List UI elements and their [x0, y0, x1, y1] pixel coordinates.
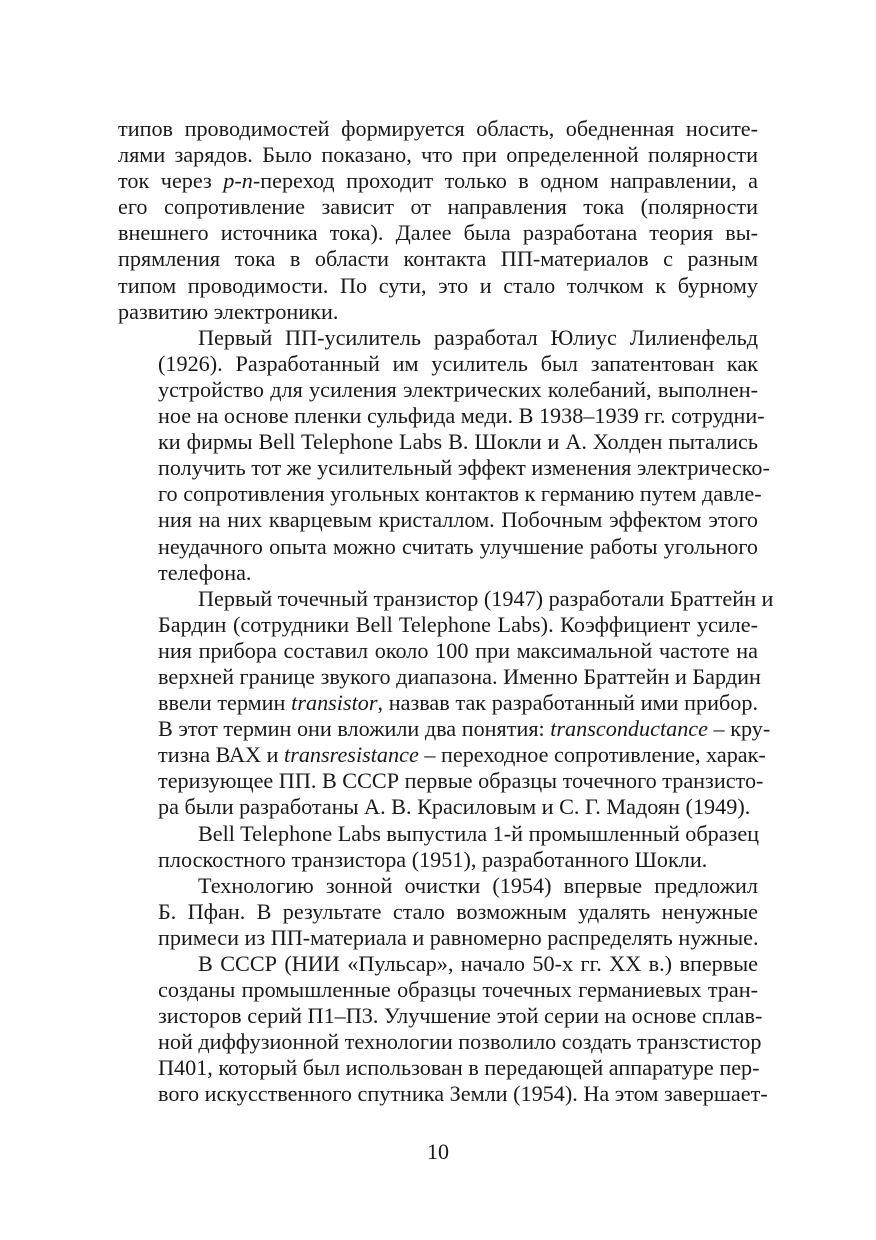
page-body — [118, 116, 774, 1108]
page-number: 10 — [427, 1139, 449, 1164]
paragraph — [118, 873, 758, 951]
text-line: Первый ПП-усилитель разработал Юлиус Лилиенфельд — [198, 324, 758, 350]
text-line: ния на них кварцевым кристаллом. Побочным эффектом этого — [158, 507, 758, 533]
text-line: неудачного опыта можно считать улучшение работы угольного — [158, 533, 758, 559]
text-line: развитию электроники. — [118, 298, 339, 324]
text-line: го сопротивления угольных контактов к германию путем давле- — [158, 481, 762, 507]
text-line: (1926). Разработанный им усилитель был запатентован как — [158, 350, 758, 376]
text-line: тизна ВАХ и transresistance – переходное сопротивление, харак- — [158, 742, 766, 768]
text-line: теризующее ПП. В СССР первые образцы точечного транзисто- — [158, 768, 764, 794]
text-line: вого искусственного спутника Земли (1954). На этом завершает- — [158, 1081, 768, 1107]
text-line: типов проводимостей формируется область, обедненная носите- — [118, 116, 758, 141]
text-line: телефона. — [158, 559, 252, 585]
text-line: В этот термин они вложили два понятия: transconductance – кру- — [158, 716, 771, 742]
text-line: плоскостного транзистора (1951), разработанного Шокли. — [158, 846, 708, 872]
italic-term: transconductance — [550, 716, 708, 742]
text-line: Бардин (сотрудники Bell Telephone Labs). Коэффициент усиле- — [158, 611, 758, 637]
text-line: ки фирмы Bell Telephone Labs В. Шокли и А. Холден пытались — [158, 429, 758, 455]
text-line: В СССР (НИИ «Пульсар», начало 50-х гг. XX в.) впервые — [198, 951, 758, 976]
text-line: типом проводимости. По сути, это и стало толчком к бурному — [118, 272, 758, 298]
paragraph — [118, 585, 774, 821]
paragraph — [118, 951, 768, 1108]
text-line: ной диффузионной технологии позволило создать транзстистор — [158, 1029, 762, 1055]
text-line: зисторов серий П1–П3. Улучшение этой серии на основе сплав- — [158, 1003, 763, 1029]
text-line: получить тот же усилительный эффект изменения электрическо- — [158, 455, 770, 481]
text-line: Б. Пфан. В результате стало возможным удалять ненужные — [158, 898, 758, 924]
text-line: его сопротивление зависит от направления тока (полярности — [118, 194, 758, 220]
text-column — [118, 116, 774, 1108]
text-line: верхней границе звукого диапазона. Именно Браттейн и Бардин — [158, 663, 761, 689]
text-line: устройство для усиления электрических колебаний, выполнен- — [158, 376, 758, 402]
text-line: ное на основе пленки сульфида меди. В 1938–1939 гг. сотрудни- — [158, 403, 765, 429]
paragraph — [118, 821, 758, 873]
text-line: ра были разработаны А. В. Красиловым и С. Г. Мадоян (1949). — [158, 794, 751, 820]
text-line: прямления тока в области контакта ПП-материалов с разным — [118, 246, 758, 272]
italic-term: p-n — [223, 168, 253, 194]
text-line: Bell Telephone Labs выпустила 1-й промышленный образец — [198, 820, 760, 846]
paragraph — [118, 324, 770, 586]
paragraph — [118, 116, 758, 325]
text-line: ток через p-n-переход проходит только в одном направлении, а — [118, 168, 758, 194]
text-line: ния прибора составил около 100 при максимальной частоте на — [158, 637, 758, 663]
text-line: Первый точечный транзистор (1947) разработали Браттейн и — [198, 585, 774, 611]
text-line: лями зарядов. Было показано, что при определенной полярности — [118, 142, 758, 168]
italic-term: transistor — [291, 690, 378, 716]
text-line: Технологию зонной очистки (1954) впервые предложил — [198, 872, 758, 898]
text-line: примеси из ПП-материала и равномерно распределять нужные. — [158, 924, 759, 950]
text-line: созданы промышленные образцы точечных германиевых тран- — [158, 977, 758, 1003]
text-line: внешнего источника тока). Далее была разработана теория вы- — [118, 220, 758, 246]
italic-term: transresistance — [284, 742, 419, 768]
text-line: ввели термин transistor, назвав так разработанный ими прибор. — [158, 690, 758, 716]
text-line: П401, который был использован в передающей аппаратуре пер- — [158, 1055, 760, 1081]
